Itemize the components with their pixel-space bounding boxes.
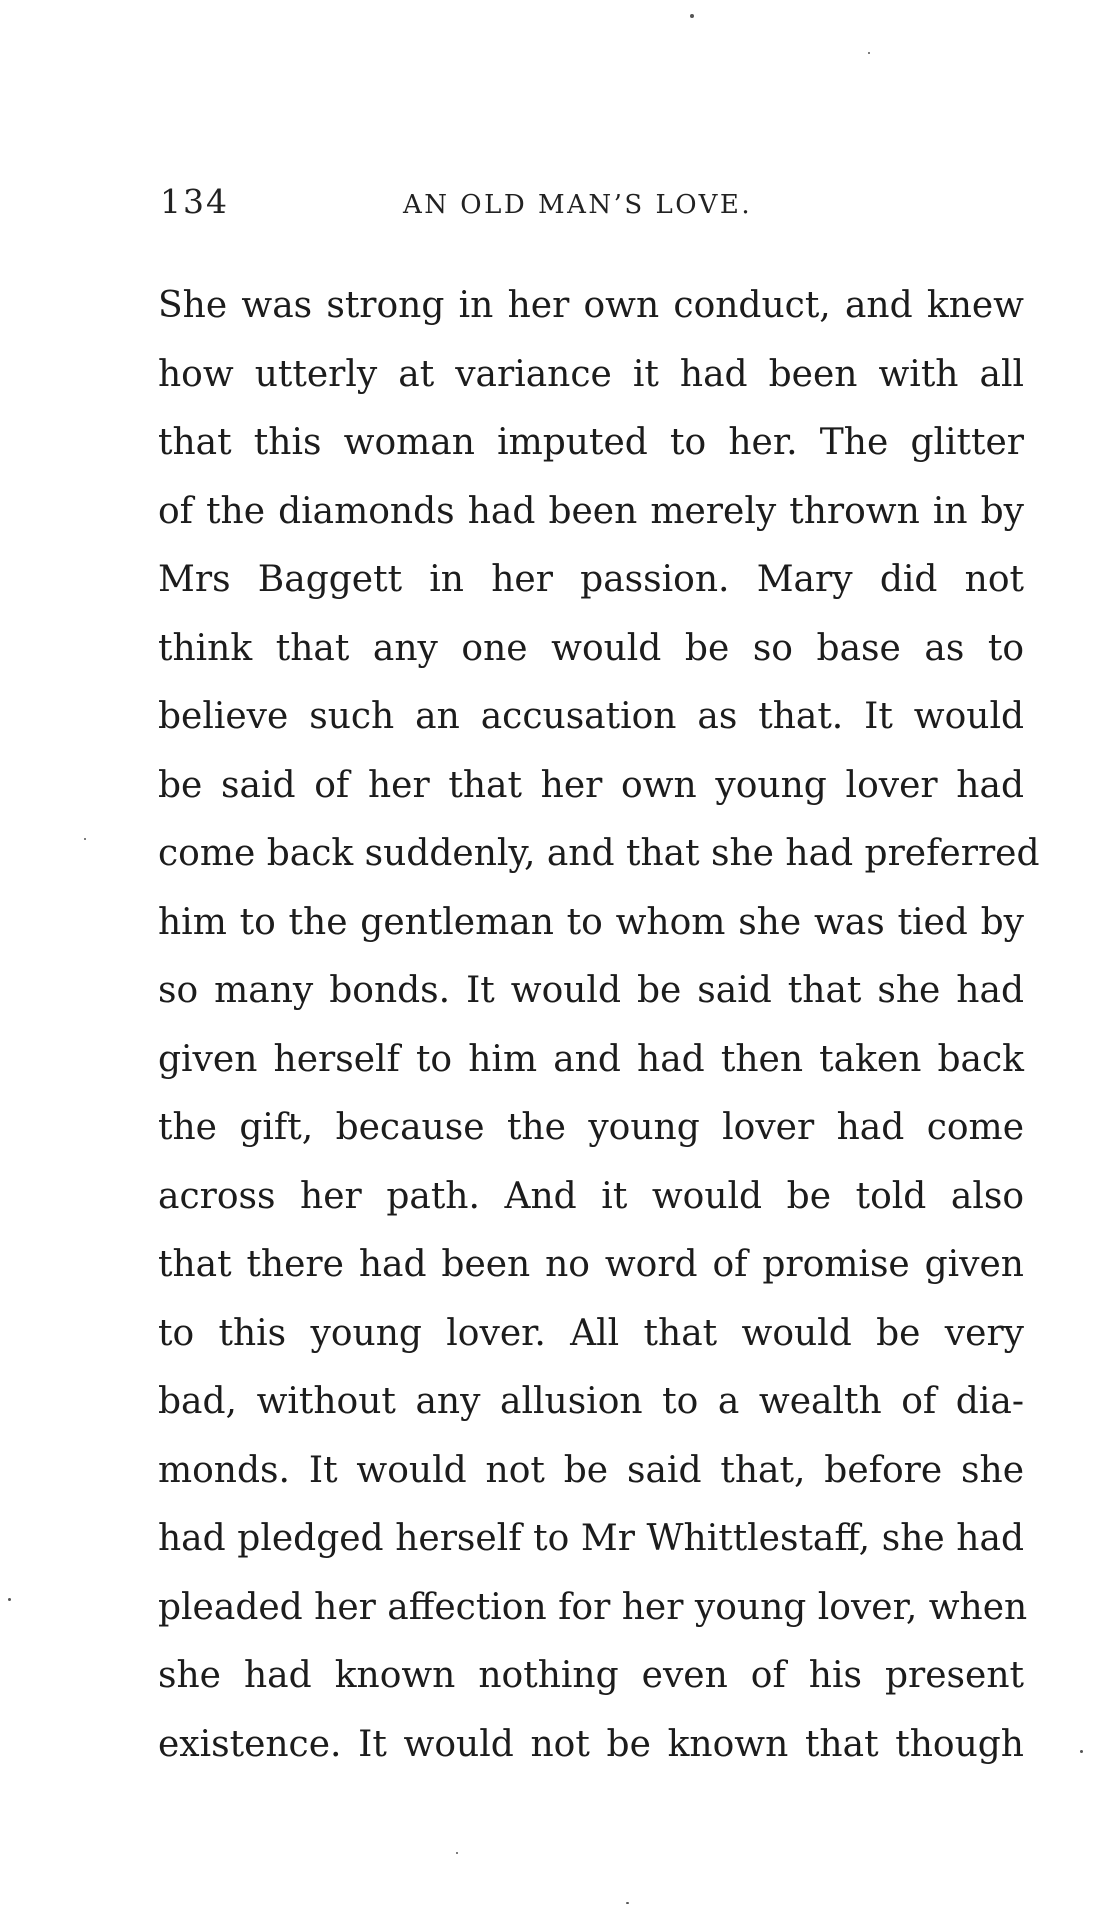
text-line: given herself to him and had then taken back: [158, 1038, 1024, 1080]
text-line: monds. It would not be said that, before she: [158, 1449, 1024, 1491]
text-line: how utterly at variance it had been with all: [158, 353, 1024, 395]
scan-speck: [8, 1598, 11, 1601]
text-line: to this young lover. All that would be very: [158, 1312, 1024, 1354]
scan-speck: [868, 52, 870, 54]
text-line: that this woman imputed to her. The glitter: [158, 422, 1024, 463]
page-number: 134: [160, 182, 229, 221]
text-line: that there had been no word of promise given: [158, 1244, 1024, 1285]
text-line: had pledged herself to Mr Whittlestaff, she had: [158, 1518, 1024, 1559]
text-line: the gift, because the young lover had come: [158, 1107, 1024, 1148]
text-line: existence. It would not be known that though: [158, 1723, 1024, 1765]
text-line: Mrs Baggett in her passion. Mary did not: [158, 559, 1024, 600]
scan-speck: [1080, 1750, 1083, 1753]
text-line: she had known nothing even of his present: [158, 1655, 1024, 1696]
running-title: AN OLD MAN’S LOVE.: [403, 190, 753, 220]
text-line: think that any one would be so base as to: [158, 627, 1024, 669]
text-line: across her path. And it would be told also: [158, 1175, 1024, 1217]
scan-speck: [456, 1852, 458, 1854]
page-header: [158, 182, 1028, 230]
text-line: of the diamonds had been merely thrown in by: [158, 490, 1024, 532]
text-line: come back suddenly, and that she had preferred: [158, 833, 1040, 874]
scan-speck: [626, 1902, 629, 1904]
body-text: [158, 272, 1040, 1779]
text-line: bad, without any allusion to a wealth of dia-: [158, 1381, 1024, 1422]
text-line: She was strong in her own conduct, and knew: [158, 285, 1024, 326]
scan-speck: [84, 838, 86, 840]
text-line: so many bonds. It would be said that she had: [158, 970, 1024, 1011]
text-line: be said of her that her own young lover had: [158, 764, 1024, 806]
scan-speck: [690, 14, 694, 18]
text-line: pleaded her affection for her young lover, when: [158, 1586, 1028, 1628]
text-line: him to the gentleman to whom she was tied by: [158, 901, 1024, 943]
text-line: believe such an accusation as that. It would: [158, 696, 1024, 737]
